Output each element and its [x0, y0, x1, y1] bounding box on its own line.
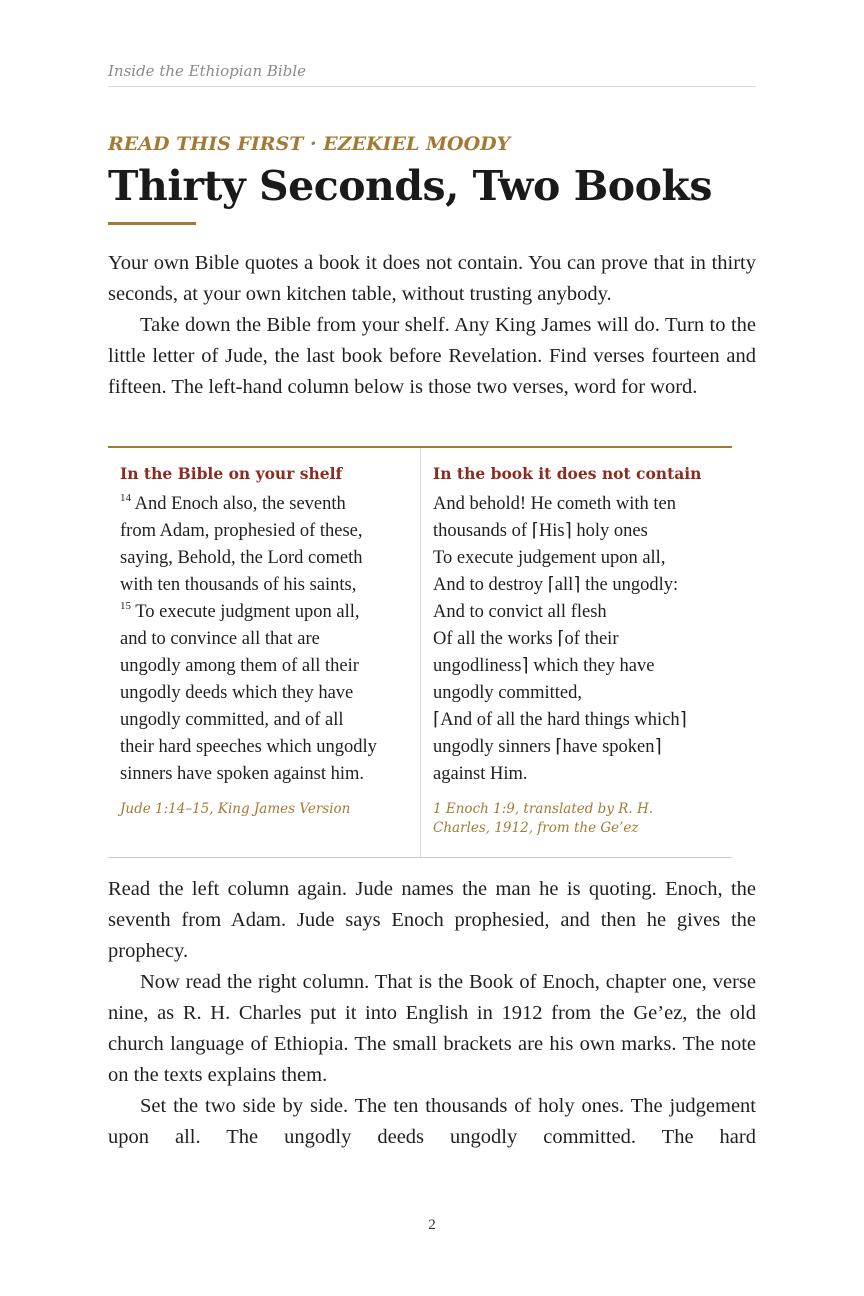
verse-line — [433, 599, 708, 626]
verse-line-text: And to destroy ⌈all⌉ the ungodly: — [433, 575, 679, 595]
verse-line — [433, 707, 708, 734]
verse-line-text: thousands of ⌈His⌉ holy ones — [433, 521, 648, 541]
running-head: Inside the Ethiopian Bible — [108, 62, 756, 87]
verse-line — [433, 491, 708, 518]
verse-line — [120, 653, 396, 680]
verse-line-text: from Adam, prophesied of these, — [120, 521, 363, 541]
verse-line-text: with ten thousands of his saints, — [120, 575, 357, 595]
source-citation: 1 Enoch 1:9, translated by R. H. Charles, 1912, from the Ge’ez — [433, 801, 654, 836]
source-citation: Jude 1:14–15, King James Version — [120, 801, 351, 817]
verse-line — [433, 626, 708, 653]
verse-line — [120, 518, 396, 545]
jude-verse-text — [120, 491, 396, 788]
paragraph: Set the two side by side. The ten thousands of holy ones. The judgement upon all. The ungodly deeds ungodly committed. The hard — [108, 1095, 756, 1148]
verse-line — [433, 653, 708, 680]
paragraph: Read the left column again. Jude names the man he is quoting. Enoch, the seventh from Adam. Jude says Enoch prophesied, and then he gives the prophecy. — [108, 878, 756, 962]
page-number: 2 — [428, 1217, 436, 1233]
verse-line-text: ⌈And of all the hard things which⌉ — [433, 710, 687, 730]
verse-line — [120, 761, 396, 788]
body-text — [108, 874, 756, 1153]
verse-line — [433, 545, 708, 572]
verse-line — [433, 572, 708, 599]
verse-number: 15 — [120, 600, 131, 612]
column-heading: In the book it does not contain — [433, 464, 702, 483]
intro-text — [108, 248, 756, 403]
verse-line — [120, 680, 396, 707]
column-heading: In the Bible on your shelf — [120, 464, 343, 483]
verse-line — [433, 734, 708, 761]
verse-line — [120, 707, 396, 734]
verse-line — [120, 626, 396, 653]
verse-line-text: To execute judgment upon all, — [131, 602, 360, 622]
verse-line — [433, 761, 708, 788]
chapter-kicker: READ THIS FIRST · EZEKIEL MOODY — [108, 133, 511, 155]
verse-line-text: ungodly committed, and of all — [120, 710, 344, 730]
verse-line — [120, 734, 396, 761]
title-rule — [108, 222, 196, 225]
comparison-table — [108, 446, 732, 858]
verse-line-text: their hard speeches which ungodly — [120, 737, 377, 757]
paragraph: Take down the Bible from your shelf. Any King James will do. Turn to the little letter of Jude, the last book before Revelation. Find verses fourteen and fifteen. The left-hand column below is those two verses, word for word. — [108, 314, 756, 398]
paragraph: Now read the right column. That is the Book of Enoch, chapter one, verse nine, as R. H. Charles put it into English in 1912 from the Ge’ez, the old church language of Ethiopia. The small brackets are his own marks. The note on the texts explains them. — [108, 971, 756, 1086]
verse-line — [433, 680, 708, 707]
verse-line — [120, 599, 396, 626]
verse-line-text: and to convince all that are — [120, 629, 320, 649]
verse-line-text: And to convict all flesh — [433, 602, 607, 622]
verse-line — [120, 491, 396, 518]
verse-line — [433, 518, 708, 545]
verse-line-text: Of all the works ⌈of their — [433, 629, 619, 649]
comparison-column-left — [108, 448, 408, 857]
verse-line — [120, 545, 396, 572]
verse-line-text: against Him. — [433, 764, 528, 784]
verse-line-text: ungodly sinners ⌈have spoken⌉ — [433, 737, 662, 757]
chapter-title: Thirty Seconds, Two Books — [108, 162, 712, 210]
verse-line-text: ungodly among them of all their — [120, 656, 359, 676]
verse-line — [120, 572, 396, 599]
paragraph: Your own Bible quotes a book it does not contain. You can prove that in thirty seconds, at your own kitchen table, without trusting anybody. — [108, 252, 756, 305]
verse-line-text: ungodliness⌉ which they have — [433, 656, 655, 676]
verse-line-text: saying, Behold, the Lord cometh — [120, 548, 363, 568]
verse-line-text: And Enoch also, the seventh — [131, 494, 346, 514]
verse-line-text: To execute judgement upon all, — [433, 548, 666, 568]
verse-line-text: ungodly committed, — [433, 683, 583, 703]
verse-line-text: sinners have spoken against him. — [120, 764, 365, 784]
verse-line-text: And behold! He cometh with ten — [433, 494, 677, 514]
enoch-verse-text — [433, 491, 708, 788]
comparison-column-right — [420, 448, 720, 857]
verse-number: 14 — [120, 492, 131, 504]
verse-line-text: ungodly deeds which they have — [120, 683, 354, 703]
